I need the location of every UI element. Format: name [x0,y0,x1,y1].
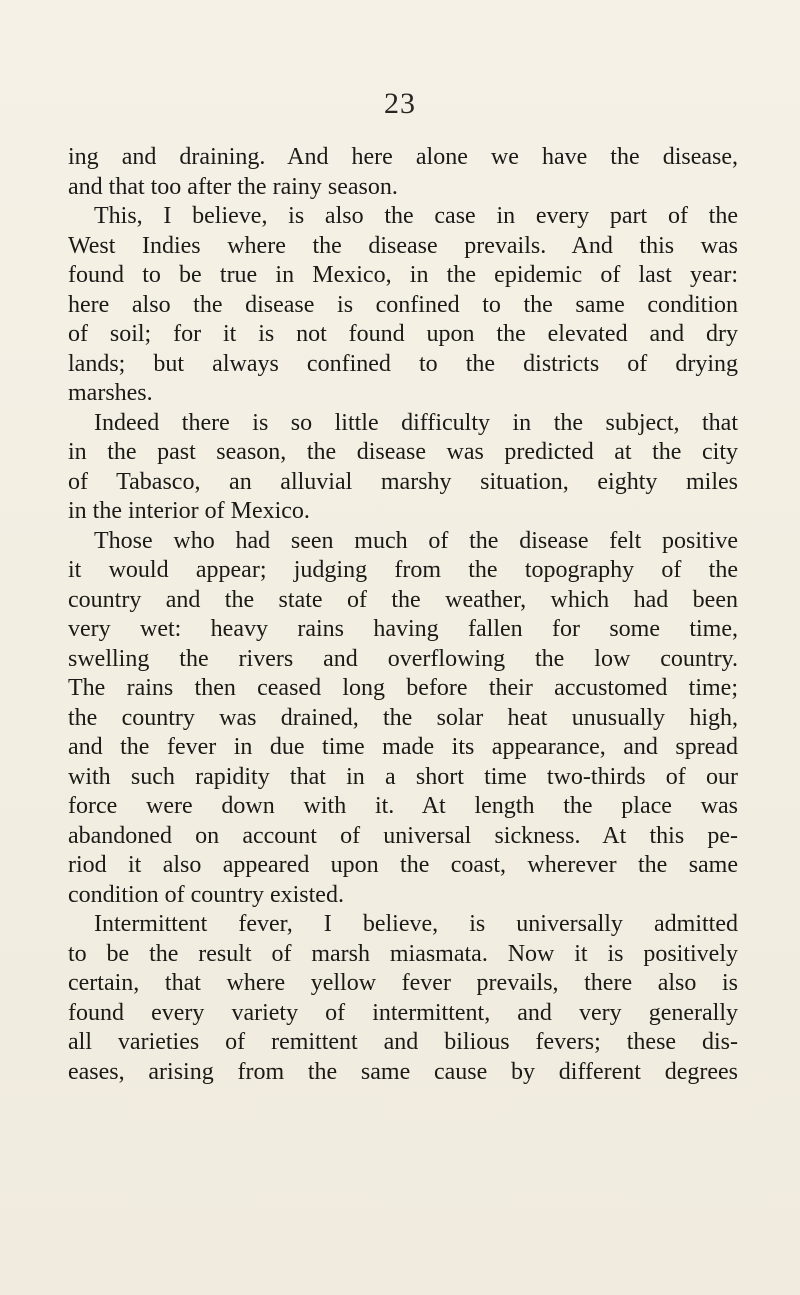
text-line: and the fever in due time made its appearance, and spread [68,734,738,760]
text-line: it would appear; judging from the topography of the [68,557,738,583]
text-line: eases, arising from the same cause by different degrees [68,1058,738,1085]
text-line: West Indies where the disease prevails. And this was [68,232,738,259]
text-line: condition of country existed. [68,881,344,908]
body-text [68,143,738,1087]
text-line: found to be true in Mexico, in the epidemic of last year: [68,262,738,288]
text-line: Indeed there is so little difficulty in the subject, that [94,409,738,436]
text-line: all varieties of remittent and bilious fevers; these dis- [68,1029,738,1055]
text-line: very wet: heavy rains having fallen for some time, [68,616,738,642]
text-line: Those who had seen much of the disease felt positive [94,527,738,554]
text-line: of soil; for it is not found upon the elevated and dry [68,321,738,347]
text-line: and that too after the rainy season. [68,173,398,200]
text-line: swelling the rivers and overflowing the low country. [68,645,738,672]
text-line: in the interior of Mexico. [68,498,310,524]
text-line: in the past season, the disease was predicted at the city [68,439,738,465]
text-line: country and the state of the weather, which had been [68,586,738,613]
page-number: 23 [384,87,416,120]
text-line: force were down with it. At length the place was [68,793,738,819]
text-line: ing and draining. And here alone we have the disease, [68,144,738,170]
text-line: This, I believe, is also the case in every part of the [94,203,738,229]
text-line: here also the disease is confined to the same condition [68,291,738,318]
text-line: the country was drained, the solar heat unusually high, [68,704,738,731]
text-line: abandoned on account of universal sickness. At this pe- [68,822,738,849]
text-line: riod it also appeared upon the coast, wherever the same [68,852,738,878]
text-line: Intermittent fever, I believe, is universally admitted [94,911,738,937]
text-line: with such rapidity that in a short time two-thirds of our [68,763,738,790]
text-line: to be the result of marsh miasmata. Now it is positively [68,940,738,967]
text-line: found every variety of intermittent, and very generally [68,999,738,1026]
text-line: marshes. [68,380,153,406]
text-line: of Tabasco, an alluvial marshy situation, eighty miles [68,468,738,495]
text-line: The rains then ceased long before their accustomed time; [68,675,738,701]
text-line: lands; but always confined to the districts of drying [68,350,738,377]
text-line: certain, that where yellow fever prevails, there also is [68,970,738,996]
